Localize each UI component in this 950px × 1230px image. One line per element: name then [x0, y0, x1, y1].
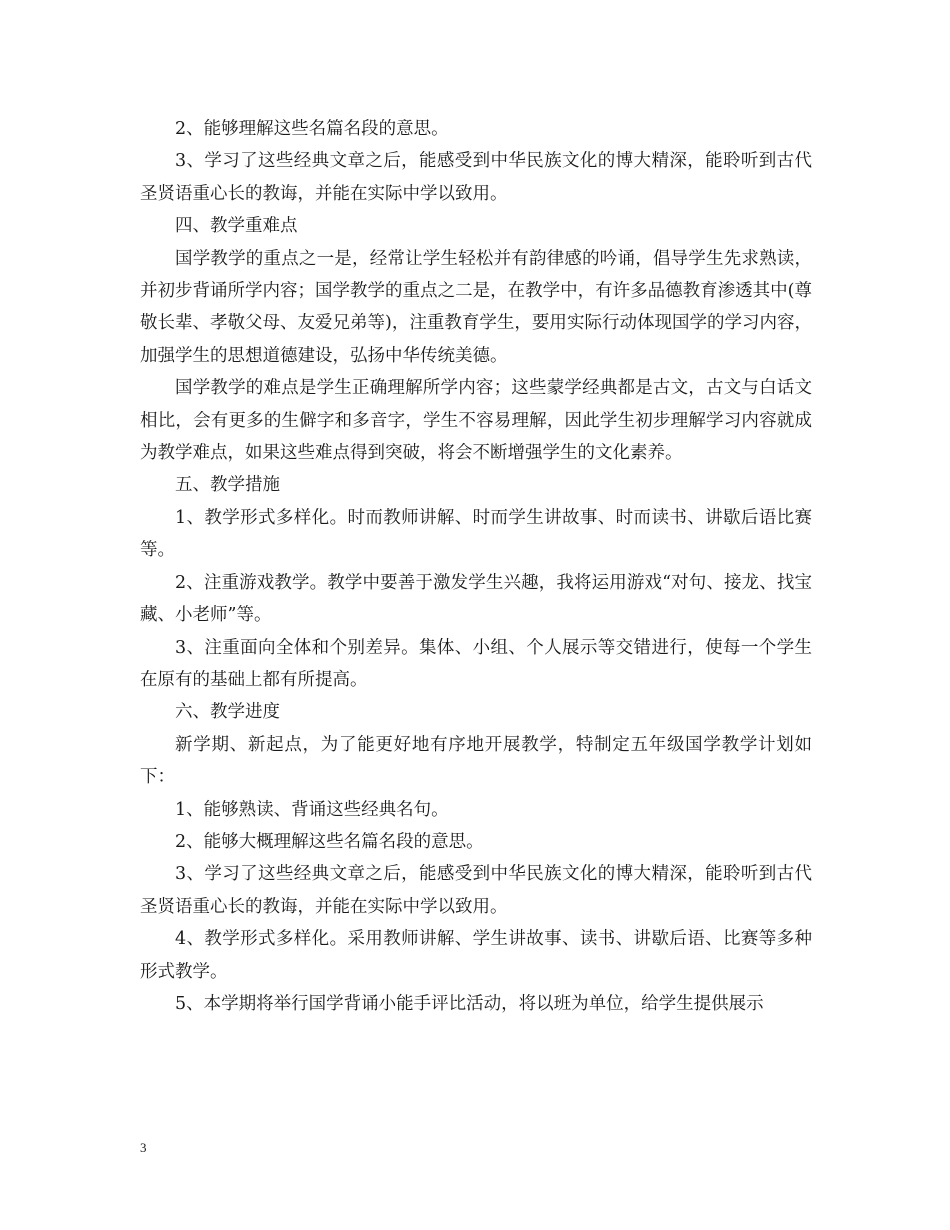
paragraph: 2、注重游戏教学。教学中要善于激发学生兴趣，我将运用游戏“对句、接龙、找宝藏、小老师”等。: [140, 572, 812, 626]
paragraph: 3、学习了这些经典文章之后，能感受到中华民族文化的博大精深，能聆听到古代圣贤语重心长的教诲，并能在实际中学以致用。: [140, 864, 812, 917]
document-body: [140, 113, 812, 1020]
page-number: 3: [140, 1140, 147, 1155]
section-heading: 六、教学进度: [175, 702, 280, 723]
paragraph: 2、能够理解这些名篇名段的意思。: [175, 119, 449, 139]
paragraph: 4、教学形式多样化。采用教师讲解、学生讲故事、读书、讲歇后语、比赛等多种形式教学。: [140, 929, 812, 982]
section-heading: 五、教学措施: [175, 475, 280, 496]
paragraph: 1、教学形式多样化。时而教师讲解、时而学生讲故事、时而读书、讲歇后语比赛等。: [140, 507, 812, 561]
paragraph: 新学期、新起点，为了能更好地有序地开展教学，特制定五年级国学教学计划如下：: [140, 734, 812, 788]
paragraph: 3、学习了这些经典文章之后，能感受到中华民族文化的博大精深，能聆听到古代圣贤语重心长的教诲，并能在实际中学以致用。: [140, 151, 812, 204]
paragraph: 2、能够大概理解这些名篇名段的意思。: [175, 831, 484, 852]
paragraph: 3、注重面向全体和个别差异。集体、小组、个人展示等交错进行，使每一个学生在原有的基础上都有所提高。: [140, 637, 812, 690]
paragraph: 国学教学的难点是学生正确理解所学内容；这些蒙学经典都是古文，古文与白话文相比，会有更多的生僻字和多音字，学生不容易理解，因此学生初步理解学习内容就成为教学难点，如果这些难点得到突破，将会不断增强学生的文化素养。: [140, 378, 812, 464]
section-heading: 四、教学重难点: [175, 216, 298, 237]
paragraph: 5、本学期将举行国学背诵小能手评比活动，将以班为单位，给学生提供展示: [175, 993, 764, 1014]
paragraph: 1、能够熟读、背诵这些经典名句。: [175, 799, 449, 820]
paragraph: 国学教学的重点之一是，经常让学生轻松并有韵律感的吟诵，倡导学生先求熟读，并初步背诵所学内容；国学教学的重点之二是，在教学中，有许多品德教育渗透其中(尊敬长辈、孝敬父母、友爱兄弟等)，注重教育学生，要用实际行动体现国学的学习内容，加强学生的思想道德建设，弘扬中华传统美德。: [140, 248, 812, 366]
